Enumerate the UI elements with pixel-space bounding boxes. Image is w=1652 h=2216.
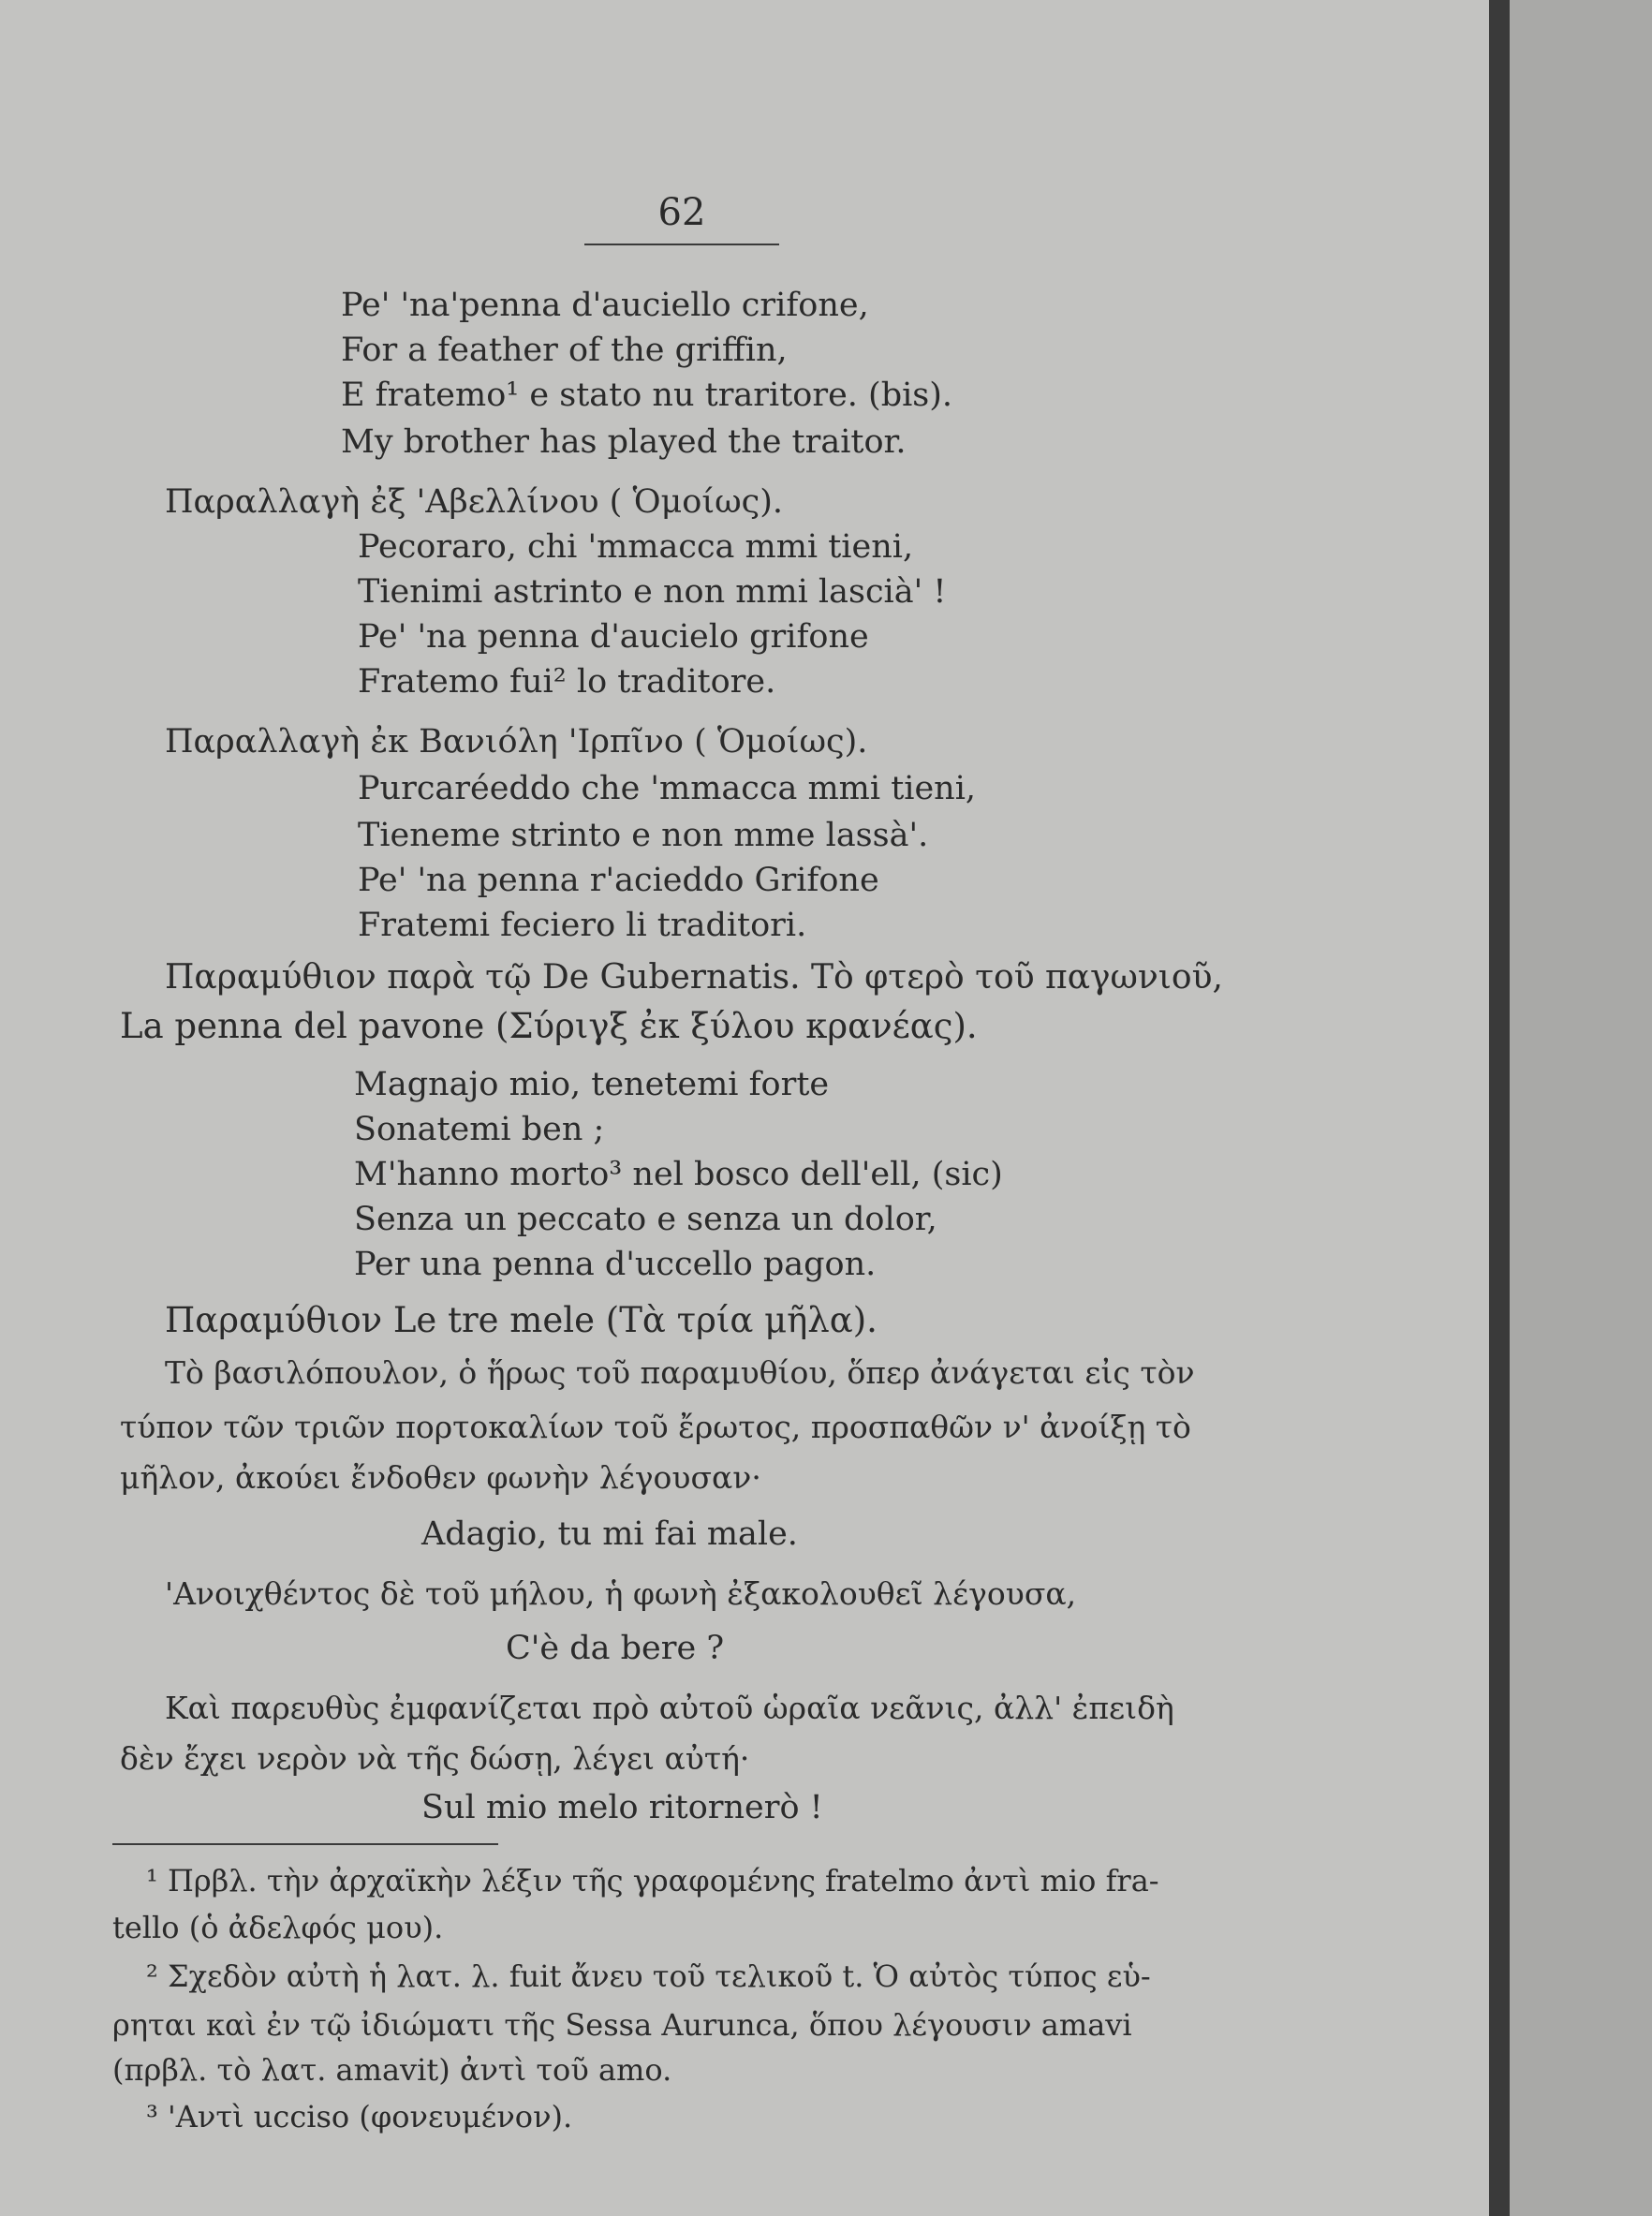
footnote-line: tello (ὁ ἀδελφός μου). [112, 1910, 444, 1945]
prose-line: δὲν ἔχει νερὸν νὰ τῆς δώσῃ, λέγει αὐτή· [120, 1740, 750, 1777]
page-number: 62 [657, 191, 706, 234]
variant-heading: Παραλλαγὴ ἐκ Βανιόλη 'Ιρπῖνο ( Ὁμοίως). [165, 723, 868, 761]
prose-line: μῆλον, ἀκούει ἔνδοθεν φωνὴν λέγουσαν· [120, 1459, 761, 1496]
book-gutter [1489, 0, 1510, 2216]
verse-line: Tieneme strinto e non mme lassà'. [358, 817, 929, 854]
footnote-line: ³ 'Αντὶ ucciso (φονευμένον). [146, 2099, 573, 2135]
footnote-line: ² Σχεδὸν αὐτὴ ἡ λατ. λ. fuit ἄνευ τοῦ τελικοῦ t. Ὁ αὐτὸς τύπος εὑ- [146, 1958, 1151, 1994]
verse-line: Purcaréeddo che 'mmacca mmi tieni, [358, 770, 977, 807]
verse-line: Senza un peccato e senza un dolor, [354, 1201, 937, 1238]
footnote-line: ρηται καὶ ἐν τῷ ἰδιώματι τῆς Sessa Aurunca, ὅπου λέγουσιν amavi [112, 2007, 1132, 2043]
verse-line: Adagio, tu mi fai male. [421, 1515, 798, 1553]
verse-line: For a feather of the griffin, [341, 332, 788, 369]
verse-line: Magnajo mio, tenetemi forte [354, 1066, 830, 1103]
verse-line: Pe' 'na penna r'acieddo Grifone [358, 862, 879, 899]
tale-heading: Παραμύθιον παρὰ τῷ De Gubernatis. Τὸ φτερὸ τοῦ παγωνιοῦ, [165, 958, 1223, 997]
variant-heading: Παραλλαγὴ ἐξ 'Αβελλίνου ( Ὁμοίως). [165, 483, 783, 521]
verse-line: Fratemi feciero li traditori. [358, 907, 807, 944]
facing-page-edge [1510, 0, 1652, 2216]
verse-line: Sul mio melo ritornerò ! [421, 1789, 823, 1826]
prose-line: τύπον τῶν τριῶν πορτοκαλίων τοῦ ἔρωτος, προσπαθῶν ν' ἀνοίξῃ τὸ [120, 1409, 1191, 1445]
verse-line: Fratemo fui² lo traditore. [358, 663, 776, 701]
verse-line: C'è da bere ? [506, 1630, 725, 1667]
footnote-rule [112, 1843, 498, 1845]
tale-heading: La penna del pavone (Σύριγξ ἐκ ξύλου κρανέας). [120, 1006, 978, 1046]
verse-line: Sonatemi ben ; [354, 1111, 605, 1148]
prose-line: 'Ανοιχθέντος δὲ τοῦ μήλου, ἡ φωνὴ ἐξακολουθεῖ λέγουσα, [165, 1575, 1077, 1612]
footnote-line: (πρβλ. τὸ λατ. amavit) ἀντὶ τοῦ amo. [112, 2052, 672, 2088]
verse-line: E fratemo¹ e stato nu traritore. (bis). [341, 377, 953, 414]
verse-line: Per una penna d'uccello pagon. [354, 1246, 877, 1283]
verse-line: Tienimi astrinto e non mmi lascià' ! [358, 573, 947, 611]
verse-line: M'hanno morto³ nel bosco dell'ell, (sic) [354, 1156, 1003, 1193]
prose-line: Καὶ παρευθὺς ἐμφανίζεται πρὸ αὐτοῦ ὡραῖα νεᾶνις, ἀλλ' ἐπειδὴ [165, 1690, 1174, 1726]
header-rule [584, 244, 779, 245]
verse-line: Pecoraro, chi 'mmacca mmi tieni, [358, 528, 914, 566]
prose-line: Τὸ βασιλόπουλον, ὁ ἥρως τοῦ παραμυθίου, ὅπερ ἀνάγεται εἰς τὸν [165, 1354, 1195, 1391]
tale-heading: Παραμύθιον Le tre mele (Τὰ τρία μῆλα). [165, 1300, 878, 1340]
verse-line: Pe' 'na penna d'aucielo grifone [358, 618, 869, 656]
verse-line: My brother has played the traitor. [341, 423, 907, 461]
footnote-line: ¹ Πρβλ. τὴν ἀρχαϊκὴν λέξιν τῆς γραφομένης fratelmo ἀντὶ mio fra- [146, 1863, 1159, 1898]
verse-line: Pe' 'na'penna d'auciello crifone, [341, 287, 869, 324]
